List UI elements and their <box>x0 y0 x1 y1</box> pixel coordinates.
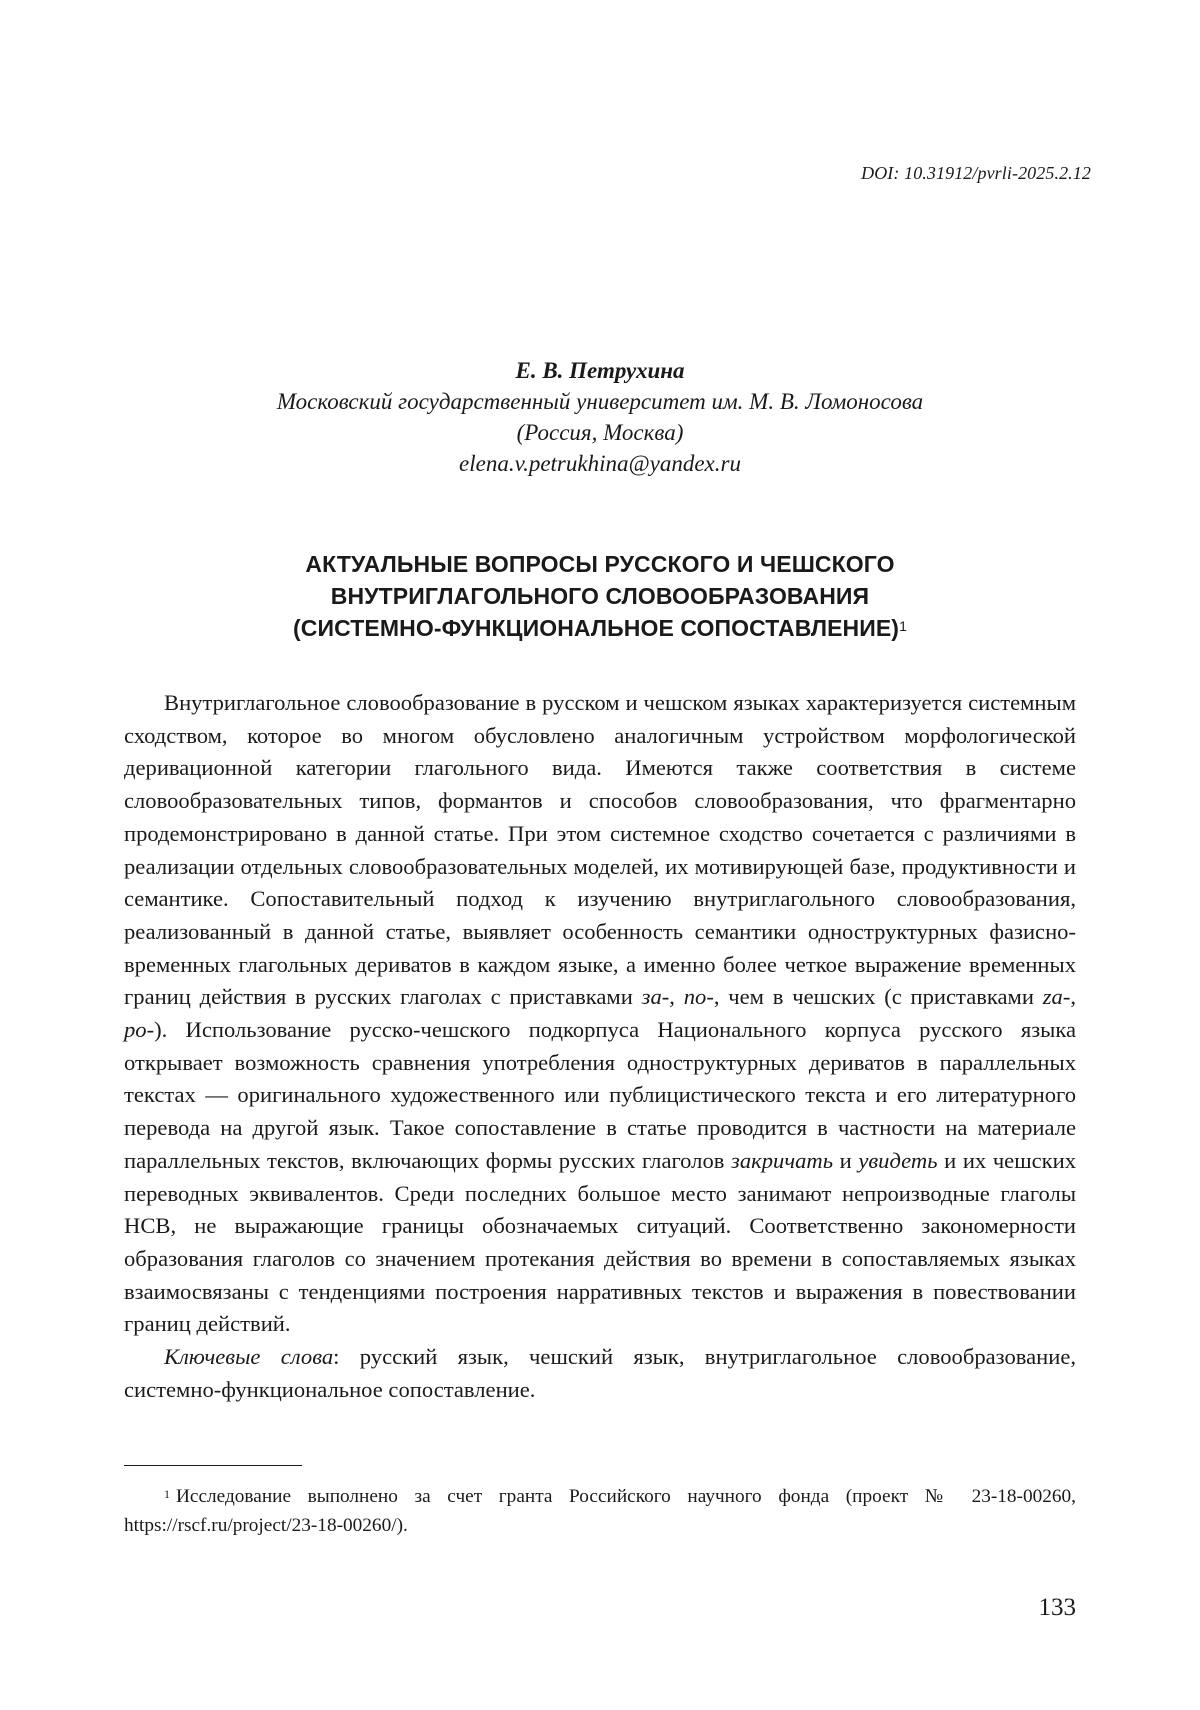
author-email[interactable]: elena.v.petrukhina@yandex.ru <box>459 451 741 476</box>
separator-1: , <box>669 984 684 1010</box>
abstract-text-1: Внутриглагольное словообразование в русском и чешском языках характеризуется системным сходством, которое во многом обусловлено аналогичным устройством морфологической деривационной категории глагольного вида. Имеются также соответствия в системе словообразовательных типов, формантов и способов словообразования, что фрагментарно продемонстрировано в данной статье. При этом системное сходство сочетается с различиями в реализации отдельных словообразовательных моделей, их мотивирующей базе, продуктивности и семантике. Сопоставительный подход к изучению внутриглагольного словообразования, реализованный в данной статье, выявляет особенность семантики одноструктурных фазисно-временных глагольных дериватов в каждом языке, а именно более четкое выражение временных границ действия в русских глаголах с приставками <box>124 690 1076 1010</box>
title-line-1: АКТУАЛЬНЫЕ ВОПРОСЫ РУССКОГО И ЧЕШСКОГО <box>305 551 895 577</box>
page-number: 133 <box>1038 1594 1076 1621</box>
verb-uvidet: увидеть <box>858 1147 938 1173</box>
abstract-text-2: , чем в чешских (с приставками <box>713 984 1043 1010</box>
footnote-mark: 1 <box>164 1487 170 1501</box>
verb-zakrichat: закричать <box>731 1147 833 1173</box>
keywords-text: : русский язык, чешский язык, внутриглагольное словообразование, системно-функциональное сопоставление. <box>124 1344 1076 1402</box>
title-footnote-mark[interactable]: 1 <box>899 618 907 634</box>
keywords-label: Ключевые слова <box>164 1344 334 1370</box>
title-line-3-text: (СИСТЕМНО-ФУНКЦИОНАЛЬНОЕ СОПОСТАВЛЕНИЕ) <box>293 615 900 641</box>
footnote-text: Исследование выполнено за счет гранта Российского научного фонда (проект № 23-18-00260, https://rscf.ru/project/23-18-00260/). <box>124 1486 1076 1536</box>
author-affiliation: Московский государственный университет им. М. В. Ломоносова <box>276 389 924 414</box>
doi-label: DOI: 10.31912/pvrli-2025.2.12 <box>861 163 1091 183</box>
author-location: (Россия, Москва) <box>516 420 684 445</box>
title-line-2: ВНУТРИГЛАГОЛЬНОГО СЛОВООБРАЗОВАНИЯ <box>330 583 870 609</box>
prefix-cz-po: po- <box>124 1017 155 1043</box>
author-block <box>0 355 1200 479</box>
title-line-3 <box>0 612 1200 644</box>
keywords-paragraph <box>124 1341 1076 1406</box>
footnote-divider <box>124 1465 302 1466</box>
abstract-text-3: ). Использование русско-чешского подкорпуса Национального корпуса русского языка открывает возможность сравнения употребления одноструктурных дериватов в параллельных текстах — оригинального художественного или публицистического текста и его литературного перевода на другой язык. Такое сопоставление в статье проводится в частности на материале параллельных текстов, включающих формы русских глаголов <box>124 1017 1076 1173</box>
prefix-cz-za: za- <box>1042 984 1071 1010</box>
conjunction: и <box>833 1147 859 1173</box>
abstract-text-4: и их чешских переводных эквивалентов. Среди последних большое место занимают непроизводные глаголы НСВ, не выражающие границы обозначаемых ситуаций. Соответственно закономерности образования глаголов со значением протекания действия во времени в сопоставляемых языках взаимосвязаны с тенденциями построения нарративных текстов и выражения в повествовании границ действий. <box>124 1147 1077 1337</box>
prefix-ru-za: за- <box>641 984 670 1010</box>
article-title <box>0 548 1200 644</box>
abstract <box>124 687 1076 1406</box>
prefix-ru-po: по- <box>683 984 714 1010</box>
footnote <box>124 1482 1076 1540</box>
abstract-paragraph <box>124 687 1076 1341</box>
author-name: Е. В. Петрухина <box>515 358 685 383</box>
separator-2: , <box>1070 984 1077 1010</box>
